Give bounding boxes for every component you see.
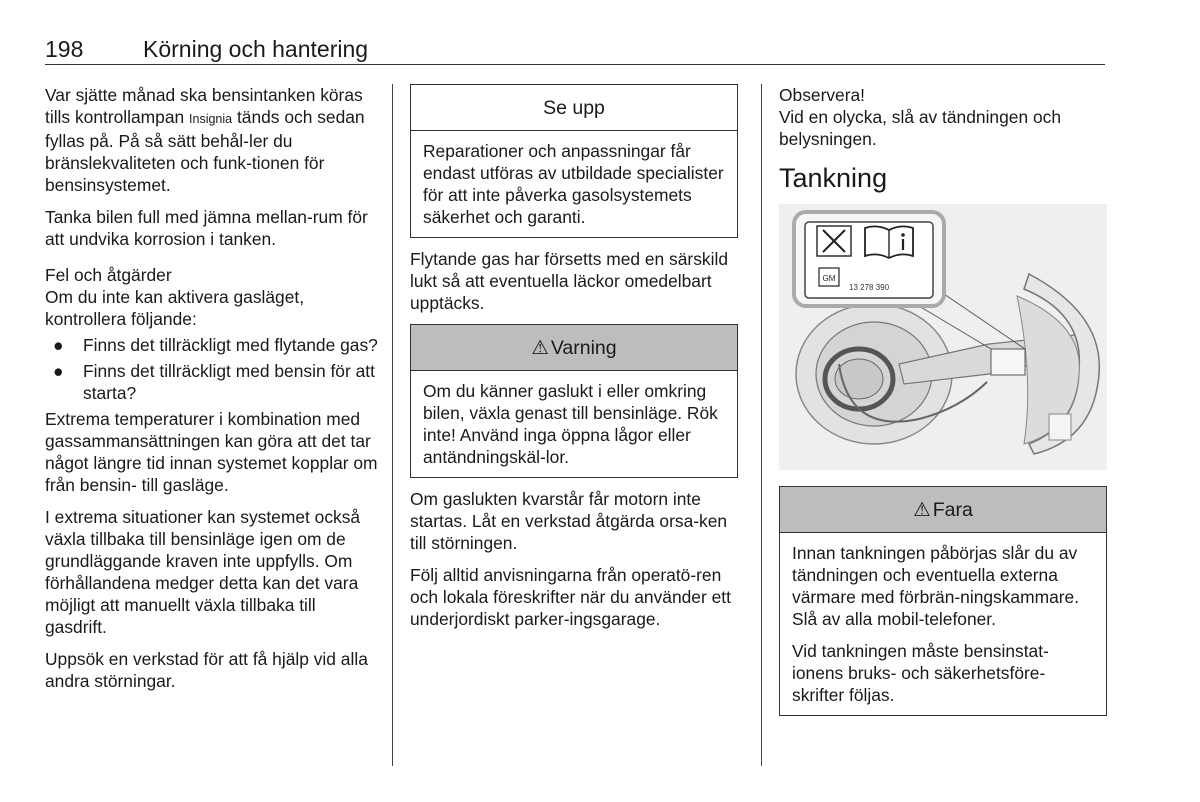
paragraph: Följ alltid anvisningarna från operatö-ren och lokala föreskrifter när du använder ett underjordiskt parker-ingsgarage.: [410, 565, 731, 629]
caution-text: Reparationer och anpassningar får endast utföras av utbildade specialister för att inte påverka gasolsystemets säkerhet och garanti.: [423, 141, 724, 227]
paragraph: Flytande gas har försetts med en särskild lukt så att eventuella läckor omedelbart upptäcks.: [410, 249, 729, 313]
danger-title: ⚠ Fara: [780, 487, 1106, 533]
warning-icon: ⚠: [531, 337, 549, 359]
bullet-icon: ●: [53, 361, 64, 381]
danger-text: Innan tankningen påbörjas slår du av tändningen och eventuella externa värmare med förbrän-ningskammare. Slå av alla mobil-telefoner.: [792, 543, 1080, 629]
warning-text: Om du känner gaslukt i eller omkring bilen, växla genast till bensinläge. Rök inte! Använd inga öppna lågor eller antändningskäl-lor.: [423, 381, 718, 467]
list-item: ● Finns det tillräckligt med bensin för att starta?: [53, 361, 375, 403]
paragraph: Extrema temperaturer i kombination med gassammansättningen kan göra att det tar något längre tid innan systemet kopplar om från bensin- till gasläge.: [45, 409, 378, 495]
fuel-door-figure: [779, 204, 1107, 470]
bullet-icon: ●: [53, 335, 64, 355]
subheading: Fel och åtgärder: [45, 265, 172, 285]
paragraph: Uppsök en verkstad för att få hjälp vid alla andra störningar.: [45, 649, 368, 691]
note-title: Observera!: [779, 85, 866, 105]
fuel-door-illustration: [779, 204, 1107, 470]
page-number: 198: [45, 36, 84, 62]
svg-text:GM: GM: [822, 274, 836, 283]
warning-title: ⚠ Varning: [411, 325, 737, 371]
svg-text:13 278 390: 13 278 390: [849, 283, 890, 292]
brand-name: Insignia: [189, 112, 233, 126]
caution-box: [410, 84, 738, 238]
paragraph: I extrema situationer kan systemet också växla tillbaka till bensinläge igen om de grundläggande kraven inte uppfylls. Om förhållandena medger detta kan det vara möjligt att manuellt växla tillbaka till gasdrift.: [45, 507, 361, 637]
list-item: ● Finns det tillräckligt med flytande gas?: [53, 335, 378, 355]
paragraph: Om du inte kan aktivera gasläget, kontrollera följande:: [45, 287, 305, 329]
page-header: [45, 34, 1105, 65]
section-heading: Tankning: [779, 163, 888, 193]
column-middle: [410, 84, 738, 640]
paragraph: Var sjätte månad ska bensintanken köras tills kontrollampan Insignia tänds och sedan fyllas på. På så sätt behål-ler du bränslekvaliteten och funk-tionen för bensinsystemet.: [45, 85, 365, 195]
column-divider: [761, 84, 762, 766]
paragraph: Om gaslukten kvarstår får motorn inte startas. Låt en verkstad åtgärda orsa-ken till störningen.: [410, 489, 728, 553]
paragraph: Tanka bilen full med jämna mellan-rum för att undvika korrosion i tanken.: [45, 207, 368, 249]
column-divider: [392, 84, 393, 766]
danger-box: [779, 486, 1107, 716]
column-right: [779, 84, 1107, 726]
warning-icon: ⚠: [913, 499, 931, 521]
danger-text: Vid tankningen måste bensinstat-ionens bruks- och säkerhetsföre-skrifter följas.: [792, 641, 1049, 705]
warning-box: [410, 324, 738, 478]
bullet-list: [45, 334, 379, 404]
column-left: [45, 84, 379, 702]
note-text: Vid en olycka, slå av tändningen och belysningen.: [779, 107, 1061, 149]
section-title: Körning och hantering: [143, 36, 369, 62]
caution-title: Se upp: [411, 85, 737, 131]
